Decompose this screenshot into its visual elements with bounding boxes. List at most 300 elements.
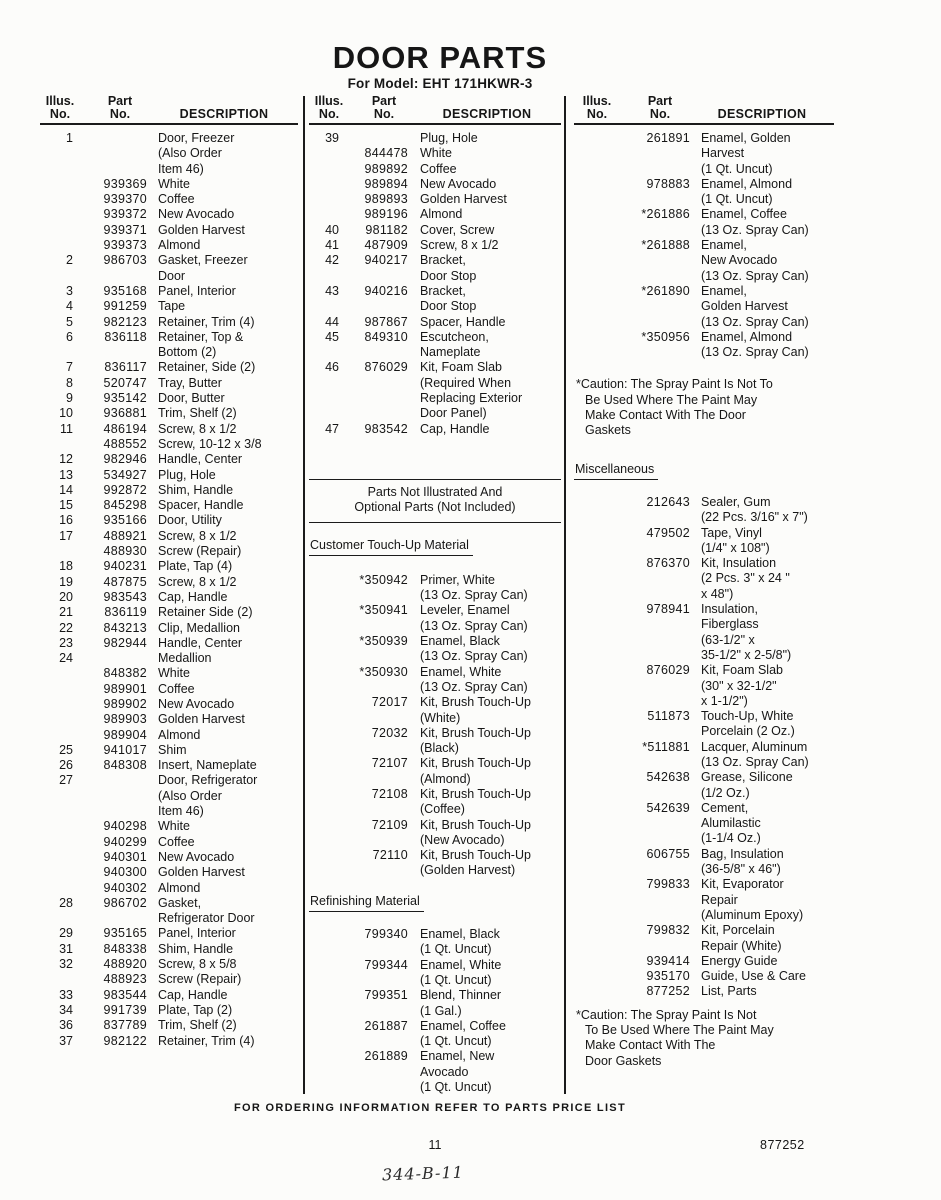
part-no: 991259 xyxy=(103,299,147,314)
description: Kit, Foam Slab (Required When Replacing Exterior Door Panel) xyxy=(420,360,523,421)
description: Enamel, Coffee (1 Qt. Uncut) xyxy=(420,1018,506,1049)
parts-row xyxy=(40,437,298,452)
parts-row xyxy=(40,131,298,177)
parts-row xyxy=(40,406,298,421)
description: Tray, Butter xyxy=(158,375,222,390)
illus-no: 7 xyxy=(66,360,73,375)
description: Kit, Insulation (2 Pcs. 3" x 24 " x 48") xyxy=(701,556,790,601)
part-no: 935165 xyxy=(103,926,147,941)
part-no: 939369 xyxy=(103,176,147,191)
description: Retainer, Top & Bottom (2) xyxy=(158,329,244,360)
part-no: *261890 xyxy=(641,283,690,298)
description: Enamel, Black (13 Oz. Spray Can) xyxy=(420,634,528,664)
description: Medallion xyxy=(158,651,212,666)
description: Enamel, Golden Harvest (13 Oz. Spray Can) xyxy=(701,283,809,329)
parts-row xyxy=(40,758,298,773)
description: Retainer, Side (2) xyxy=(158,360,256,375)
part-no: 939370 xyxy=(103,192,147,207)
description: Trim, Shelf (2) xyxy=(158,406,237,421)
parts-row xyxy=(40,575,298,590)
description: Screw, 10-12 x 3/8 xyxy=(158,436,262,451)
illus-no-header: Illus. No. xyxy=(314,94,344,121)
part-no: 261889 xyxy=(364,1049,408,1064)
description: Golden Harvest xyxy=(158,222,245,237)
parts-row xyxy=(40,360,298,375)
part-no: 261891 xyxy=(646,131,690,145)
description: Door, Refrigerator (Also Order Item 46) xyxy=(158,773,258,819)
description: Leveler, Enamel (13 Oz. Spray Can) xyxy=(420,603,528,633)
description: Plug, Hole xyxy=(158,467,216,482)
ordering-note: FOR ORDERING INFORMATION REFER TO PARTS PRICE LIST xyxy=(234,1102,626,1114)
part-no: 940216 xyxy=(364,283,408,298)
part-no: 606755 xyxy=(646,846,690,861)
description: Kit, Porcelain Repair (White) xyxy=(701,923,782,953)
part-no: 72110 xyxy=(372,848,408,863)
page-number: 11 xyxy=(428,1138,442,1152)
description: Retainer, Trim (4) xyxy=(158,1033,255,1048)
illus-no: 13 xyxy=(59,467,73,482)
parts-row xyxy=(574,877,834,923)
description-header: DESCRIPTION xyxy=(717,107,807,121)
description: Plate, Tap (4) xyxy=(158,559,233,574)
description: Shim, Handle xyxy=(158,482,234,497)
part-no: *350930 xyxy=(359,664,408,679)
parts-row xyxy=(40,284,298,299)
part-no: 987867 xyxy=(364,314,408,329)
parts-row xyxy=(40,896,298,927)
description: Blend, Thinner (1 Gal.) xyxy=(420,988,502,1018)
description: Enamel, Black (1 Qt. Uncut) xyxy=(420,927,500,957)
parts-row xyxy=(309,253,561,284)
parts-row xyxy=(40,1003,298,1018)
parts-row xyxy=(40,743,298,758)
parts-row xyxy=(40,773,298,819)
description: Golden Harvest xyxy=(158,712,245,727)
description: New Avocado xyxy=(158,696,235,711)
part-no: 982122 xyxy=(103,1033,147,1048)
part-no: 799832 xyxy=(646,923,690,938)
title-block xyxy=(180,42,700,91)
parts-row xyxy=(309,238,561,253)
parts-row xyxy=(309,695,561,726)
part-no: 877252 xyxy=(646,984,690,999)
parts-row xyxy=(40,207,298,222)
illus-no: 44 xyxy=(325,314,339,329)
description: Kit, Brush Touch-Up (Almond) xyxy=(420,756,531,786)
part-no: 511873 xyxy=(647,709,690,724)
part-no: 982946 xyxy=(103,452,147,467)
illus-no: 36 xyxy=(59,1018,73,1033)
description: Screw, 8 x 5/8 xyxy=(158,957,237,972)
parts-row xyxy=(40,192,298,207)
illus-no: 18 xyxy=(59,559,73,574)
parts-row xyxy=(309,818,561,849)
part-no: 72017 xyxy=(371,695,408,710)
description: Trim, Shelf (2) xyxy=(158,1018,237,1033)
part-no: 986703 xyxy=(103,253,147,268)
part-no: 212643 xyxy=(646,494,690,509)
part-no: 936881 xyxy=(103,406,147,421)
parts-row xyxy=(574,984,834,999)
description: New Avocado xyxy=(420,176,497,191)
parts-row xyxy=(309,162,561,177)
part-no: *261888 xyxy=(641,238,690,253)
parts-row xyxy=(309,756,561,787)
illus-no: 37 xyxy=(59,1033,73,1048)
description: Bracket, Door Stop xyxy=(420,283,477,314)
description: Spacer, Handle xyxy=(420,314,506,329)
parts-row xyxy=(309,146,561,161)
part-no: 989196 xyxy=(364,207,408,222)
parts-rows xyxy=(574,131,834,360)
part-no: 876029 xyxy=(646,663,690,678)
parts-rows xyxy=(309,131,561,437)
description: Sealer, Gum (22 Pcs. 3/16" x 7") xyxy=(701,494,808,525)
description: White xyxy=(158,666,190,681)
part-no: 836118 xyxy=(104,329,147,344)
part-no: 939373 xyxy=(103,238,147,253)
part-no: 939414 xyxy=(646,953,690,968)
part-no: 488930 xyxy=(103,544,147,559)
parts-row xyxy=(40,942,298,957)
part-no: 261887 xyxy=(364,1018,408,1033)
part-no: 488923 xyxy=(103,972,147,987)
description: Guide, Use & Care xyxy=(701,969,806,984)
part-no: 983542 xyxy=(364,421,408,436)
column-divider-right xyxy=(564,96,566,1094)
parts-row xyxy=(574,602,834,663)
refinishing-rows xyxy=(309,927,561,1095)
illus-no: 16 xyxy=(59,513,73,528)
part-no: 989902 xyxy=(103,696,147,711)
description: Enamel, Coffee (13 Oz. Spray Can) xyxy=(701,207,809,237)
parts-row xyxy=(309,422,561,437)
description: Screw, 8 x 1/2 xyxy=(158,528,237,543)
part-no: 848308 xyxy=(103,758,147,773)
description: Enamel, White (13 Oz. Spray Can) xyxy=(420,664,528,694)
touch-up-section-title: Customer Touch-Up Material xyxy=(309,538,561,556)
description: Energy Guide xyxy=(701,953,778,968)
description: Screw, 8 x 1/2 xyxy=(420,238,499,253)
description: Almond xyxy=(158,238,201,253)
description: Grease, Silicone (1/2 Oz.) xyxy=(701,770,793,800)
parts-row xyxy=(40,728,298,743)
parts-row xyxy=(574,923,834,954)
illus-no: 43 xyxy=(325,283,339,298)
part-no: 989894 xyxy=(364,176,408,191)
part-no: 940231 xyxy=(103,559,147,574)
part-no: 939372 xyxy=(103,207,147,222)
parts-row xyxy=(40,422,298,437)
description: Screw, 8 x 1/2 xyxy=(158,574,237,589)
illus-no-header: Illus. No. xyxy=(582,94,612,121)
parts-row xyxy=(309,131,561,146)
parts-row xyxy=(574,177,834,208)
parts-row xyxy=(40,881,298,896)
illus-no: 24 xyxy=(59,651,73,666)
part-no: 983544 xyxy=(103,987,147,1002)
description: Shim, Handle xyxy=(158,941,234,956)
part-no: 487875 xyxy=(103,574,147,589)
illus-no: 19 xyxy=(59,574,73,589)
parts-row xyxy=(40,819,298,834)
handwritten-annotation: 344-B-11 xyxy=(381,1162,465,1185)
description: Screw (Repair) xyxy=(158,972,242,987)
part-no: 479502 xyxy=(646,525,690,540)
illus-no: 17 xyxy=(59,528,73,543)
description: Touch-Up, White Porcelain (2 Oz.) xyxy=(701,709,795,739)
part-no: 981182 xyxy=(365,222,408,237)
part-no: 978883 xyxy=(646,176,690,191)
part-no: 941017 xyxy=(103,742,147,757)
part-no: 940299 xyxy=(103,834,147,849)
description: Enamel, New Avocado (1 Qt. Uncut) xyxy=(420,1049,495,1095)
parts-row xyxy=(40,988,298,1003)
part-no: 488920 xyxy=(103,957,147,972)
parts-row xyxy=(40,498,298,513)
part-no: 520747 xyxy=(103,375,147,390)
part-no: 935168 xyxy=(103,283,147,298)
part-no-header: Part No. xyxy=(371,94,397,121)
description: Gasket, Freezer Door xyxy=(158,253,248,283)
parts-row xyxy=(40,513,298,528)
parts-row xyxy=(40,177,298,192)
spray-paint-caution-2: *Caution: The Spray Paint Is Not To Be Used Where The Paint May Make Contact With The Door Gaskets xyxy=(576,1007,774,1068)
parts-row xyxy=(40,957,298,972)
description: White xyxy=(420,146,452,161)
illus-no: 25 xyxy=(59,742,73,757)
part-no: 843213 xyxy=(103,620,147,635)
illus-no: 40 xyxy=(325,222,339,237)
part-no: 799833 xyxy=(646,877,690,892)
parts-row xyxy=(40,1034,298,1049)
description: Cement, Alumilastic (1-1/4 Oz.) xyxy=(701,800,761,846)
parts-row xyxy=(574,284,834,330)
illus-no: 14 xyxy=(59,482,73,497)
parts-row xyxy=(574,663,834,709)
illus-no: 12 xyxy=(59,452,73,467)
part-no: 72032 xyxy=(371,725,408,740)
description: Golden Harvest xyxy=(420,192,507,207)
part-no: 849310 xyxy=(364,329,408,344)
description: Kit, Brush Touch-Up (New Avocado) xyxy=(420,817,531,847)
parts-row xyxy=(40,483,298,498)
part-no: 488921 xyxy=(103,528,147,543)
parts-row xyxy=(309,988,561,1019)
illus-no: 22 xyxy=(59,620,73,635)
part-no-header: Part No. xyxy=(647,94,673,121)
part-no: 486194 xyxy=(103,421,147,436)
parts-row xyxy=(574,556,834,602)
description: Plug, Hole xyxy=(420,131,478,145)
spray-paint-caution-1: *Caution: The Spray Paint Is Not To Be Used Where The Paint May Make Contact With The Door Gaskets xyxy=(576,377,773,438)
description: Door, Utility xyxy=(158,513,222,528)
part-no: 935170 xyxy=(646,969,690,984)
part-no: 940298 xyxy=(103,819,147,834)
part-no: 935166 xyxy=(103,513,147,528)
illus-no: 28 xyxy=(59,895,73,910)
parts-row xyxy=(309,223,561,238)
description: Retainer Side (2) xyxy=(158,605,253,620)
illus-no: 45 xyxy=(325,329,339,344)
description: Coffee xyxy=(158,834,195,849)
illus-no: 20 xyxy=(59,589,73,604)
description: New Avocado xyxy=(158,849,235,864)
description: Almond xyxy=(158,880,201,895)
part-no: *261886 xyxy=(641,207,690,222)
description: White xyxy=(158,176,190,191)
description: Cap, Handle xyxy=(420,421,490,436)
illus-no: 4 xyxy=(66,299,73,314)
parts-row xyxy=(40,376,298,391)
parts-row xyxy=(309,1049,561,1095)
parts-row xyxy=(574,131,834,177)
part-no: *350956 xyxy=(641,329,690,344)
description: Enamel, New Avocado (13 Oz. Spray Can) xyxy=(701,238,809,283)
parts-row xyxy=(309,315,561,330)
part-no: 982944 xyxy=(103,635,147,650)
description: Insert, Nameplate xyxy=(158,758,257,773)
part-no: 940217 xyxy=(364,253,408,268)
parts-row xyxy=(40,544,298,559)
description: Tape xyxy=(158,299,186,314)
table-header xyxy=(40,95,298,125)
parts-row xyxy=(574,847,834,878)
part-no: 845298 xyxy=(103,498,147,513)
illus-no-header: Illus. No. xyxy=(45,94,75,121)
miscellaneous-rows xyxy=(574,495,834,1000)
parts-row xyxy=(40,605,298,620)
part-no: 989893 xyxy=(364,192,408,207)
parts-row xyxy=(40,926,298,941)
description: Screw, 8 x 1/2 xyxy=(158,421,237,436)
part-no: 848338 xyxy=(103,941,147,956)
parts-row xyxy=(40,865,298,880)
parts-column-3 xyxy=(574,95,834,1069)
parts-row xyxy=(309,958,561,989)
part-no: 992872 xyxy=(103,482,147,497)
parts-row xyxy=(40,850,298,865)
part-no: 982123 xyxy=(103,314,147,329)
description: Enamel, Almond (1 Qt. Uncut) xyxy=(701,176,793,207)
parts-row xyxy=(40,468,298,483)
description: Shim xyxy=(158,742,187,757)
part-no: 72108 xyxy=(371,786,408,801)
part-no: 989904 xyxy=(103,727,147,742)
part-no: 940302 xyxy=(103,880,147,895)
description: Golden Harvest xyxy=(158,865,245,880)
description: Insulation, Fiberglass (63-1/2" x 35-1/2" x 2-5/8") xyxy=(701,602,792,662)
parts-row xyxy=(40,529,298,544)
page-title: DOOR PARTS xyxy=(332,40,548,75)
part-no: 799351 xyxy=(364,988,408,1003)
parts-row xyxy=(309,192,561,207)
description: Tape, Vinyl (1/4" x 108") xyxy=(701,525,770,555)
part-no: 534927 xyxy=(103,467,147,482)
description: Escutcheon, Nameplate xyxy=(420,329,489,360)
part-no: 844478 xyxy=(364,146,408,161)
parts-row xyxy=(309,330,561,361)
part-no: 940301 xyxy=(103,849,147,864)
illus-no: 41 xyxy=(325,238,339,253)
description: Cap, Handle xyxy=(158,987,228,1002)
parts-row xyxy=(574,526,834,557)
parts-row xyxy=(309,726,561,757)
parts-row xyxy=(40,590,298,605)
description: Screw (Repair) xyxy=(158,544,242,559)
miscellaneous-section-title: Miscellaneous xyxy=(574,462,834,480)
parts-row xyxy=(40,253,298,284)
description: Coffee xyxy=(158,192,195,207)
description: Kit, Evaporator Repair (Aluminum Epoxy) xyxy=(701,877,804,922)
parts-row xyxy=(574,770,834,801)
parts-row xyxy=(40,636,298,651)
parts-row xyxy=(574,969,834,984)
parts-row xyxy=(309,634,561,665)
parts-column-2 xyxy=(309,95,561,1095)
part-no: 876370 xyxy=(646,556,690,571)
parts-column-1 xyxy=(40,95,298,1049)
illus-no: 9 xyxy=(66,391,73,406)
illus-no: 15 xyxy=(59,498,73,513)
description: Coffee xyxy=(158,681,195,696)
part-no: 989901 xyxy=(103,681,147,696)
description: Bag, Insulation (36-5/8" x 46") xyxy=(701,846,784,877)
description: Panel, Interior xyxy=(158,283,236,298)
description: Plate, Tap (2) xyxy=(158,1002,233,1017)
description: Primer, White (13 Oz. Spray Can) xyxy=(420,572,528,603)
description: Handle, Center xyxy=(158,452,243,467)
model-subtitle: For Model: EHT 171HKWR-3 xyxy=(347,76,533,91)
part-no: 940300 xyxy=(103,865,147,880)
illus-no: 29 xyxy=(59,926,73,941)
parts-row xyxy=(40,697,298,712)
parts-row xyxy=(309,207,561,222)
part-no: 542639 xyxy=(646,800,690,815)
document-number: 877252 xyxy=(760,1138,805,1152)
parts-row xyxy=(574,207,834,238)
part-no: 935142 xyxy=(103,391,147,406)
description: Cover, Screw xyxy=(420,222,495,237)
parts-row xyxy=(40,559,298,574)
illus-no: 47 xyxy=(325,421,339,436)
parts-row xyxy=(40,223,298,238)
description: Almond xyxy=(158,727,201,742)
description: Enamel, Almond (13 Oz. Spray Can) xyxy=(701,329,809,360)
description: Handle, Center xyxy=(158,635,243,650)
parts-rows xyxy=(40,131,298,1049)
part-no: 837789 xyxy=(103,1018,147,1033)
description: Coffee xyxy=(420,161,457,176)
parts-row xyxy=(40,452,298,467)
illus-no: 34 xyxy=(59,1002,73,1017)
illus-no: 6 xyxy=(66,329,73,344)
parts-row xyxy=(309,603,561,634)
part-no: 72107 xyxy=(371,756,408,771)
parts-row xyxy=(40,712,298,727)
part-no: 836117 xyxy=(104,360,147,375)
parts-row xyxy=(40,666,298,681)
part-no: 799344 xyxy=(364,957,408,972)
description: Door, Butter xyxy=(158,391,225,406)
parts-row xyxy=(574,801,834,847)
parts-row xyxy=(574,330,834,361)
parts-row xyxy=(574,495,834,526)
description: Kit, Brush Touch-Up (Coffee) xyxy=(420,786,531,817)
parts-row xyxy=(309,848,561,879)
parts-row xyxy=(40,651,298,666)
parts-row xyxy=(40,835,298,850)
